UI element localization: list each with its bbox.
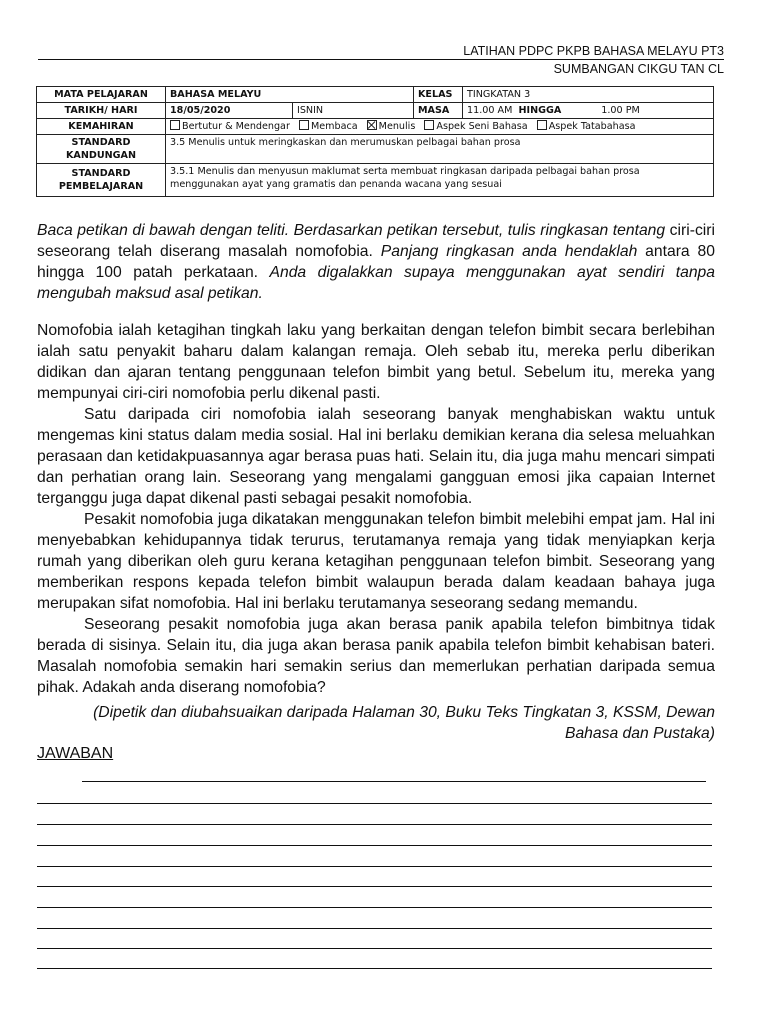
skill-option[interactable] [170,121,290,132]
time-label: MASA [414,103,463,119]
instructions [37,220,715,304]
class-label: KELAS [414,87,463,103]
learning-standard-label: STANDARD PEMBELAJARAN [37,164,166,197]
subject-label: MATA PELAJARAN [37,87,166,103]
skill-option[interactable] [367,121,416,132]
lesson-info-table [36,86,714,197]
instruction-text: Anda digalakkan supaya menggunakan ayat sendiri tanpa mengubah maksud asal petikan. [37,264,716,302]
day-value: ISNIN [293,103,414,119]
subject-value: BAHASA MELAYU [166,87,414,103]
answer-line[interactable] [37,845,712,846]
answer-line[interactable] [82,781,706,782]
answer-line[interactable] [37,866,712,867]
skill-label: Bertutur & Mendengar [182,121,290,132]
passage-source: (Dipetik dan diubahsuaikan daripada Halaman 30, Buku Teks Tingkatan 3, KSSM, Dewan Bahasa dan Pustaka) [93,704,715,742]
instruction-text: ciri-ciri seseorang telah diserang masalah nomofobia. [37,222,715,260]
table-row [37,119,714,135]
time-start: 11.00 AM [467,105,513,116]
instruction-text: antara 80 hingga 100 patah perkataan. [37,243,715,281]
passage-paragraph: Nomofobia ialah ketagihan tingkah laku yang berkaitan dengan telefon bimbit secara berlebihan ialah satu penyakit baharu dalam kalangan remaja. Oleh sebab itu, mereka perlu diberikan didikan dan ajaran tentang penggunaan telefon bimbit yang betul. Sebelum itu, mereka yang mempunyai ciri-ciri nomofobia perlu dikenal pasti. [37,322,715,402]
table-row [37,164,714,197]
answer-line[interactable] [37,907,712,908]
passage-paragraph: Satu daripada ciri nomofobia ialah seseorang banyak menghabiskan waktu untuk mengemas kini status dalam media sosial. Hal ini berlaku demikian kerana dia selesa meluahkan perasaan dan ketidakpuasannya agar berasa puas hati. Selain itu, dia juga mahu mencari simpati dan perhatian orang lain. Seseorang yang mengalami gangguan emosi jika capaian Internet terganggu juga dapat dikenal pasti sebagai pesakit nomofobia. [37,406,715,507]
reading-passage [37,320,715,698]
instruction-text: Panjang ringkasan anda hendaklah [380,243,638,260]
checkbox-icon[interactable] [170,120,180,130]
skill-option[interactable] [299,121,358,132]
answer-line[interactable] [37,968,712,969]
instruction-text: Baca petikan di bawah dengan teliti. Berdasarkan petikan tersebut, tulis ringkasan tentang [37,222,666,239]
answer-title: JAWABAN [37,745,114,762]
skill-label: Aspek Seni Bahasa [436,121,528,132]
date-label: TARIKH/ HARI [37,103,166,119]
checkbox-icon[interactable] [299,120,309,130]
skill-label: Aspek Tatabahasa [548,121,636,132]
content-standard-label: STANDARD KANDUNGAN [37,135,166,164]
table-row [37,87,714,103]
skills-list [166,119,714,135]
answer-line[interactable] [37,824,712,825]
table-row [37,103,714,119]
answer-line[interactable] [37,948,712,949]
header-divider [38,59,724,60]
time-until: HINGGA [518,105,562,116]
content-standard-value: 3.5 Menulis untuk meringkaskan dan merumuskan pelbagai bahan prosa [166,135,714,164]
class-value: TINGKATAN 3 [463,87,714,103]
skill-label: Menulis [378,121,416,132]
learning-standard-value: 3.5.1 Menulis dan menyusun maklumat serta membuat ringkasan daripada pelbagai bahan prosa menggunakan ayat yang gramatis dan penanda wacana yang sesuai [166,164,714,197]
passage-paragraph: Pesakit nomofobia juga dikatakan menggunakan telefon bimbit melebihi empat jam. Hal ini menyebabkan kehidupannya tidak terurus, terutamanya remaja yang tidak menyiapkan kerja rumah yang diberikan oleh guru kerana ketagihan penggunaan telefon bimbit. Seseorang yang memberikan respons kepada telefon bimbit walaupun berada dalam keadaan bahaya juga merupakan sifat nomofobia. Hal ini berlaku terutamanya seseorang sedang memandu. [37,511,715,612]
date-value: 18/05/2020 [166,103,293,119]
time-end: 1.00 PM [601,105,640,116]
skill-label: Membaca [310,121,358,132]
passage-paragraph: Seseorang pesakit nomofobia juga akan berasa panik apabila telefon bimbitnya tidak berada di sisinya. Selain itu, dia juga akan berasa panik apabila telefon bimbit kehabisan bateri. Masalah nomofobia semakin hari semakin serius dan memerlukan perhatian daripada semua pihak. Adakah anda diserang nomofobia? [37,616,715,696]
header-contributor: SUMBANGAN CIKGU TAN CL [553,62,724,76]
table-row [37,135,714,164]
worksheet-header [463,42,724,78]
header-title: LATIHAN PDPC PKPB BAHASA MELAYU PT3 [463,44,724,58]
skills-label: KEMAHIRAN [37,119,166,135]
skill-option[interactable] [537,121,636,132]
checkbox-icon[interactable] [537,120,547,130]
answer-line[interactable] [37,803,712,804]
checkbox-icon[interactable] [424,120,434,130]
skill-option[interactable] [424,121,527,132]
checked-checkbox-icon[interactable] [367,120,377,130]
answer-line[interactable] [37,928,712,929]
answer-line[interactable] [37,886,712,887]
time-value [463,103,714,119]
